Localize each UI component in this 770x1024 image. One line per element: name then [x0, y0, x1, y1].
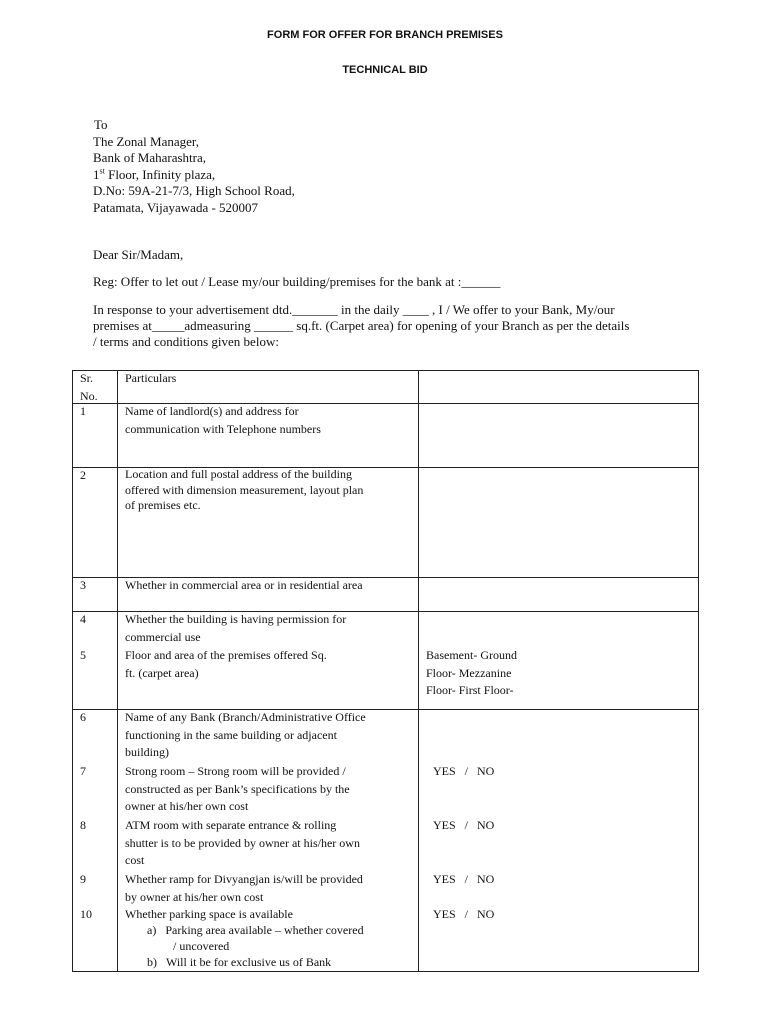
row-6-line-2: functioning in the same building or adjacent	[125, 727, 337, 742]
row-6-sr: 6	[80, 710, 86, 724]
row-8-yes-no: YES / NO	[433, 818, 495, 832]
row-9-line-1: Whether ramp for Divyangjan is/will be provided	[125, 872, 363, 886]
row-5-particulars	[125, 647, 415, 682]
row-4-particulars	[125, 611, 415, 646]
header-particulars: Particulars	[125, 371, 177, 385]
row-9-sr: 9	[80, 872, 86, 886]
row-4-line-2: commercial use	[125, 629, 201, 644]
response-line-1: In response to your advertisement dtd._______ in the daily ____ , I / We offer to your Bank, My/our	[93, 302, 615, 317]
row-6-particulars	[125, 709, 415, 762]
row-7-sr: 7	[80, 764, 86, 778]
row-10-sr: 10	[80, 907, 92, 921]
row-2-particulars	[125, 467, 415, 514]
row-5-value-line-3: Floor- First Floor-	[426, 683, 514, 697]
row-3-sr: 3	[80, 578, 86, 592]
row-2-line-2: offered with dimension measurement, layout plan	[125, 482, 364, 497]
row-10-sub-b-line-1: Will it be for exclusive us of Bank	[166, 955, 332, 969]
row-4-sr: 4	[80, 612, 86, 626]
table-rule	[698, 370, 699, 971]
row-2-line-1: Location and full postal address of the building	[125, 467, 352, 481]
table-rule	[117, 370, 118, 971]
row-10-line-1: Whether parking space is available	[125, 907, 293, 921]
address-floor-suffix: st	[99, 166, 105, 176]
row-10-sub-b	[125, 954, 415, 970]
row-10-sub-a	[125, 922, 415, 938]
row-10-yes-no: YES / NO	[433, 907, 495, 921]
row-5-value	[426, 647, 686, 700]
row-8-particulars	[125, 817, 415, 870]
row-7-line-2: constructed as per Bank’s specifications by the	[125, 781, 350, 796]
row-7-yes-no: YES / NO	[433, 764, 495, 778]
header-no: No.	[80, 388, 98, 403]
row-1-line-2: communication with Telephone numbers	[125, 421, 321, 436]
row-2-line-3: of premises etc.	[125, 498, 201, 512]
address-line-1: The Zonal Manager,	[93, 133, 199, 149]
address-line-4: D.No: 59A-21-7/3, High School Road,	[93, 183, 295, 198]
address-line-2: Bank of Maharashtra,	[93, 150, 206, 165]
row-7-particulars	[125, 763, 415, 816]
address-to: To	[94, 117, 108, 132]
form-title: FORM FOR OFFER FOR BRANCH PREMISES	[267, 29, 503, 41]
row-5-value-line-1: Basement- Ground	[426, 648, 517, 662]
address-floor-rest: Floor, Infinity plaza,	[104, 166, 216, 182]
table-rule	[72, 370, 73, 971]
row-8-line-3: cost	[125, 853, 145, 867]
row-6-line-1: Name of any Bank (Branch/Administrative Office	[125, 710, 366, 724]
row-7-line-3: owner at his/her own cost	[125, 799, 249, 813]
response-line-2: premises at_____admeasuring ______ sq.ft. (Carpet area) for opening of your Branch as per the details	[93, 318, 630, 333]
row-10-sub-a-line-2: / uncovered	[173, 939, 230, 953]
row-10-sub-a-line-1: Parking area available – whether covered	[165, 923, 364, 937]
row-3-particulars: Whether in commercial area or in residential area	[125, 578, 363, 592]
row-9-particulars	[125, 871, 415, 906]
salutation: Dear Sir/Madam,	[93, 247, 184, 262]
row-10-sub-a-marker: a)	[147, 923, 157, 937]
address-line-5: Patamata, Vijayawada - 520007	[93, 199, 259, 215]
table-rule	[418, 370, 419, 971]
row-5-line-2: ft. (carpet area)	[125, 665, 199, 680]
row-5-value-line-2: Floor- Mezzanine	[426, 665, 512, 680]
form-subtitle: TECHNICAL BID	[342, 64, 428, 76]
reg-text: Reg: Offer to let out / Lease my/our building/premises for the bank at :	[93, 274, 462, 289]
reg-blank: ______	[461, 274, 501, 289]
address-floor-number: 1	[93, 166, 100, 182]
row-8-sr: 8	[80, 818, 86, 832]
row-2-sr: 2	[80, 468, 86, 482]
row-10-particulars	[125, 906, 415, 970]
row-1-line-1: Name of landlord(s) and address for	[125, 404, 299, 418]
row-9-yes-no: YES / NO	[433, 872, 495, 886]
row-4-line-1: Whether the building is having permission for	[125, 612, 347, 626]
row-7-line-1: Strong room – Strong room will be provided /	[125, 764, 346, 778]
row-1-particulars	[125, 403, 415, 438]
header-sr: Sr.	[80, 371, 94, 385]
row-9-line-2: by owner at his/her own cost	[125, 889, 264, 904]
response-line-3: / terms and conditions given below:	[93, 334, 279, 349]
row-1-sr: 1	[80, 404, 86, 418]
row-8-line-1: ATM room with separate entrance & rolling	[125, 818, 337, 832]
row-5-sr: 5	[80, 648, 86, 662]
row-8-line-2: shutter is to be provided by owner at his/her own	[125, 835, 360, 850]
row-6-line-3: building)	[125, 745, 169, 759]
table-rule	[72, 971, 699, 972]
row-10-sub-b-marker: b)	[147, 955, 157, 969]
row-5-line-1: Floor and area of the premises offered Sq.	[125, 648, 327, 662]
table-header-sr	[80, 370, 98, 405]
